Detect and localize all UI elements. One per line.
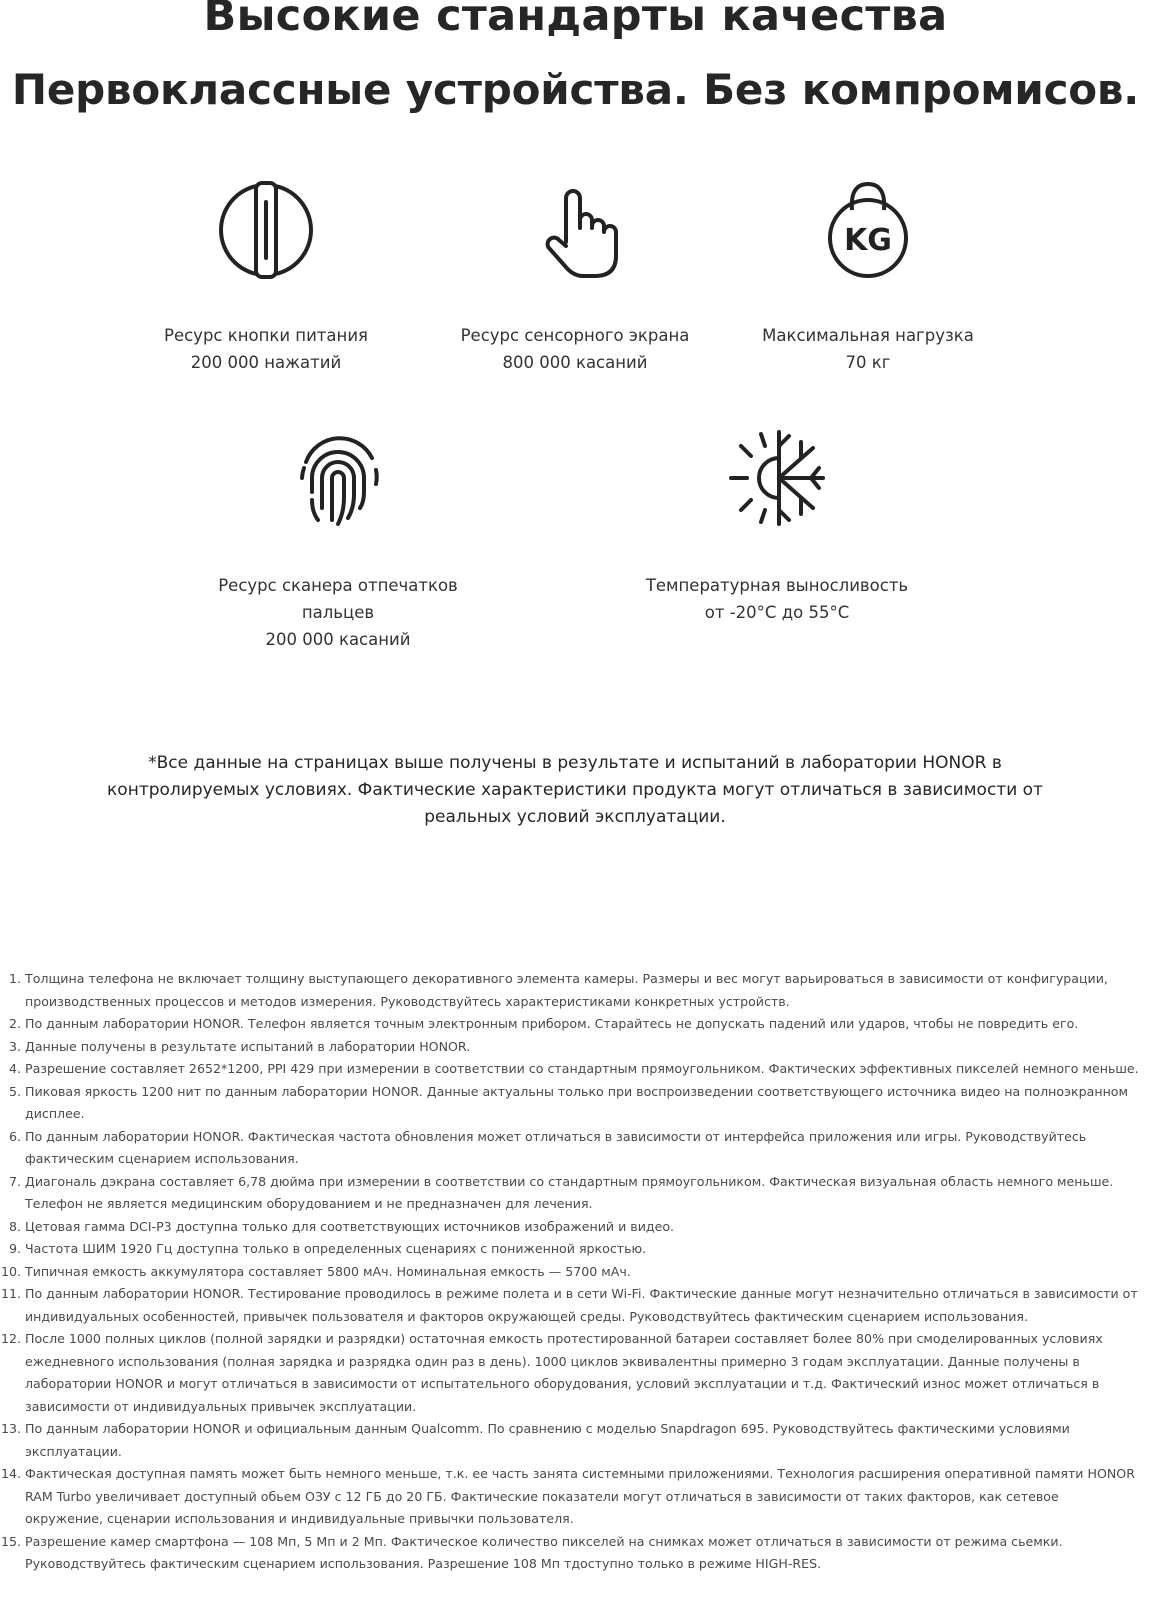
footnote-item <box>0 1463 1140 1531</box>
footnote-item <box>0 1283 1140 1328</box>
feature-title: Ресурс сканера отпечатков <box>218 576 458 595</box>
feature-temperature <box>627 428 927 626</box>
footnote-text: Типичная емкость аккумулятора составляет 5800 мАч. Номинальная емкость — 5700 мАч. <box>25 1263 631 1279</box>
footnote-text: Цетовая гамма DCI-P3 доступна только для соответствующих источников изображений и видео. <box>25 1218 675 1234</box>
footnote-item <box>8 968 1140 1013</box>
feature-title: Температурная выносливость <box>645 576 909 595</box>
feature-value: 800 000 касаний <box>502 353 648 372</box>
feature-value: от -20°C до 55°C <box>704 603 850 622</box>
footnote-item <box>8 1238 1140 1261</box>
footnote-text: Частота ШИМ 1920 Гц доступна только в определенных сценариях с пониженной яркостью. <box>25 1241 647 1256</box>
footnote-item <box>0 1531 1140 1576</box>
footnote-number: 15. <box>0 1533 21 1549</box>
footnote-text: Толщина телефона не включает толщину выступающего декоративного элемента камеры. Размеры и вес могут варьироваться в зависимости от конфигурации, производственных процессов и методов измерения. Руководствуйтесь характеристиками конкретных устройств. <box>25 971 1108 1009</box>
fingerprint-icon <box>288 428 388 528</box>
feature-power-button <box>116 180 416 376</box>
footnote-text: Данные получены в результате испытаний в лаборатории HONOR. <box>25 1038 471 1054</box>
kettlebell-label: KG <box>844 223 892 258</box>
footnote-item <box>0 1328 1140 1418</box>
feature-fingerprint <box>188 428 488 653</box>
power-button-icon <box>216 180 316 280</box>
footnotes-list <box>0 968 1140 1576</box>
footnote-text: Разрешение камер смартфона — 108 Мп, 5 Мп и 2 Мп. Фактическое количество пикселей на снимках может отличаться в зависимости от режима сьемки. Руководствуйтесь фактическим сценарием использования. Разрешение 108 Мп тдоступно только в режиме HIGH-RES. <box>25 1533 1063 1571</box>
feature-title: Максимальная нагрузка <box>762 326 974 345</box>
footnote-text: Диагональ дэкрана составляет 6,78 дюйма при измерении в соответствии со стандартным прямоугольником. Фактическая визуальная область немного меньше. Телефон не является медицинским оборудованием и не предназначен для лечения. <box>25 1173 1114 1211</box>
footnote-text: Фактическая доступная память может быть немного меньше, т.к. ее часть занята системными приложениями. Технология расширения оперативной памяти HONOR RAM Turbo увеличивает доступный обьем ОЗУ с 12 ГБ до 20 ГБ. Фактические показатели могут отличаться в зависимости от таких факторов, как сетевое окружение, сценарии использования и индивидуальные привычки пользователя. <box>25 1466 1135 1526</box>
footnote-number: 2. <box>8 1016 21 1031</box>
footnote-item <box>8 1081 1140 1126</box>
footnote-text: Пиковая яркость 1200 нит по данным лаборатории HONOR. Данные актуальны только при воспроизведении соответствующего источника видео на полноэкранном дисплее. <box>25 1083 1129 1121</box>
touch-hand-icon <box>525 180 625 280</box>
feature-value: 200 000 нажатий <box>190 353 342 372</box>
footnote-text: По данным лаборатории HONOR. Фактическая частота обновления может отличаться в зависимости от интерфейса приложения или игры. Руководствуйтесь фактическим сценарием использования. <box>25 1128 1087 1166</box>
footnote-text: По данным лаборатории HONOR. Тестирование проводилось в режиме полета и в сети Wi-Fi. Фактические данные могут незначительно отличаться в зависимости от индивидуальных особенностей, привычек пользователя и факторов окружающей среды. Руководствуйтесь фактическим сценарием использования. <box>25 1286 1138 1324</box>
footnote-text: По данным лаборатории HONOR. Телефон является точным электронным прибором. Старайтесь не допускать падений или ударов, чтобы не повредить его. <box>25 1016 1079 1031</box>
disclaimer-text: *Все данные на страницах выше получены в результате и испытаний в лаборатории HONOR в контролируемых условиях. Фактические характеристики продукта могут отличаться в зависимости от реальных условий эксплуатации. <box>107 753 1043 827</box>
footnote-item <box>8 1126 1140 1171</box>
footnote-item <box>8 1216 1140 1239</box>
footnote-number: 14. <box>0 1466 21 1481</box>
footnote-number: 10. <box>0 1263 21 1279</box>
feature-title: Ресурс сенсорного экрана <box>460 326 690 345</box>
footnote-text: Разрешение составляет 2652*1200, PPI 429 при измерении в соответствии со стандартным прямоугольником. Фактических эффективных пикселей немного меньше. <box>25 1061 1139 1076</box>
footnote-number: 6. <box>8 1128 21 1144</box>
footnote-number: 4. <box>8 1061 21 1076</box>
footnote-item <box>8 1171 1140 1216</box>
page-subtitle: Первоклассные устройства. Без компромисов. <box>11 65 1140 114</box>
feature-max-load <box>718 180 1018 376</box>
page-title: Высокие стандарты качества <box>203 0 948 41</box>
footnote-number: 11. <box>0 1286 21 1301</box>
footnote-text: По данным лаборатории HONOR и официальным данным Qualcomm. По сравнению с моделью Snapdragon 695. Руководствуйтесь фактическими условиями эксплуатации. <box>25 1421 1070 1459</box>
footnote-number: 12. <box>0 1331 21 1346</box>
footnote-item <box>0 1418 1140 1463</box>
footnote-item <box>8 1058 1140 1081</box>
footnote-number: 7. <box>8 1173 21 1189</box>
footnote-item <box>8 1036 1140 1059</box>
feature-value: 200 000 касаний <box>265 630 411 649</box>
feature-value: 70 кг <box>845 353 891 372</box>
footnote-number: 13. <box>0 1421 21 1436</box>
footnote-item <box>8 1013 1140 1036</box>
footnote-number: 1. <box>8 971 21 986</box>
footnote-number: 3. <box>8 1038 21 1054</box>
footnote-item <box>0 1261 1140 1284</box>
feature-title-cont: пальцев <box>301 603 375 622</box>
footnote-number: 5. <box>8 1083 21 1099</box>
kettlebell-icon <box>818 180 918 280</box>
footnote-text: После 1000 полных циклов (полной зарядки и разрядки) остаточная емкость протестированной батареи составляет более 80% при смоделированных условиях ежедневного использования (полная зарядка и разрядка один раз в день). 1000 циклов эквивалентны примерно 3 годам эксплуатации. Данные получены в лаборатории HONOR и могут отличаться в зависимости от испытательного оборудования, условий эксплуатации и т.д. Фактический износ может отличаться в зависимости от индивидуальных привычек эксплуатации. <box>25 1331 1103 1414</box>
sun-snowflake-icon <box>727 428 827 528</box>
feature-title: Ресурс кнопки питания <box>164 326 368 345</box>
footnote-number: 8. <box>8 1218 21 1234</box>
footnote-number: 9. <box>8 1241 21 1256</box>
feature-touch-screen <box>425 180 725 376</box>
